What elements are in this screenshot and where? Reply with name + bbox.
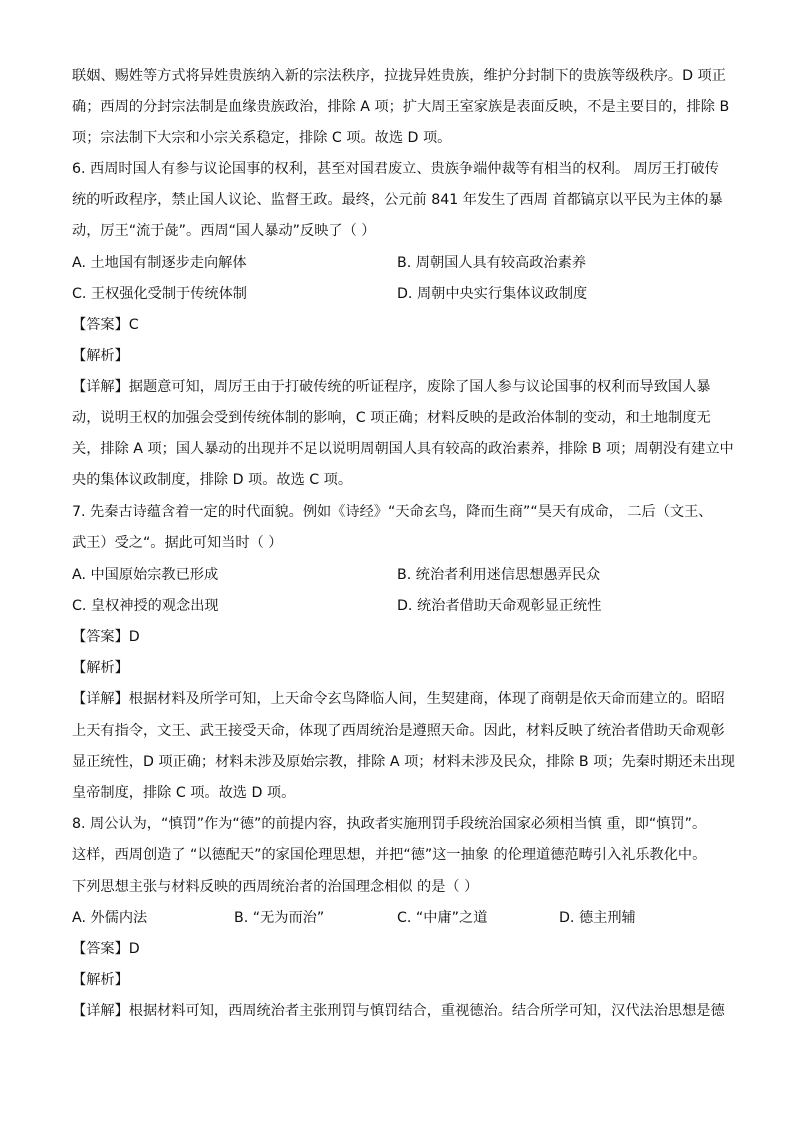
q7-stem-line-2: 武王）受之“。据此可知当时（ ） <box>72 535 283 551</box>
q5-explanation-line-1: 联姻、赐姓等方式将异姓贵族纳入新的宗法秩序，拉拢异姓贵族，维护分封制下的贵族等级秩序。D 项正 <box>72 68 726 84</box>
q8-option-d: D. 德主刑辅 <box>559 910 636 926</box>
q6-option-a: A. 土地国有制逐步走向解体 <box>72 255 247 271</box>
q8-analysis-heading: 【解析】 <box>72 972 129 988</box>
q5-explanation-line-3: 项；宗法制下大宗和小宗关系稳定，排除 C 项。故选 D 项。 <box>72 130 452 146</box>
q7-option-a: A. 中国原始宗教已形成 <box>72 567 219 583</box>
q7-option-c: C. 皇权神授的观念出现 <box>72 598 219 614</box>
q7-stem-line-1: 7. 先秦古诗蕴含着一定的时代面貌。例如《诗经》“天命玄鸟，降而生商”“昊天有成命， 二后（文王、 <box>72 504 713 520</box>
q6-option-b: B. 周朝国人具有较高政治素养 <box>397 255 587 271</box>
q6-detail-line-3: 关，排除 A 项；国人暴动的出现并不足以说明周朝国人具有较高的政治素养，排除 B 项；周朝没有建立中 <box>72 441 734 457</box>
q7-option-d: D. 统治者借助天命观彰显正统性 <box>397 598 602 614</box>
q8-answer: 【答案】D <box>72 941 140 957</box>
q8-stem-line-3: 下列思想主张与材料反映的西周统治者的治国理念相似 的是（ ） <box>72 879 479 895</box>
q7-detail-line-3: 显正统性，D 项正确；材料未涉及原始宗教，排除 A 项；材料未涉及民众，排除 B 项；先秦时期还未出现 <box>72 754 735 770</box>
q7-option-b: B. 统治者利用迷信思想愚弄民众 <box>397 567 601 583</box>
q8-option-c: C. “中庸”之道 <box>397 910 488 926</box>
q7-detail-line-4: 皇帝制度，排除 C 项。故选 D 项。 <box>72 785 296 801</box>
q6-detail-line-4: 央的集体议政制度，排除 D 项。故选 C 项。 <box>72 472 353 488</box>
q5-explanation-line-2: 确；西周的分封宗法制是血缘贵族政治，排除 A 项；扩大周王室家族是表面反映，不是主要目的，排除 B <box>72 99 730 115</box>
q7-detail-line-1: 【详解】根据材料及所学可知，上天命令玄鸟降临人间，生契建商，体现了商朝是依天命而建立的。昭昭 <box>72 691 725 707</box>
q7-analysis-heading: 【解析】 <box>72 660 129 676</box>
q6-stem-line-2: 统的听政程序，禁止国人议论、监督王政。最终，公元前 841 年发生了西周 首都镐京以平民为主体的暴 <box>72 192 723 208</box>
q6-option-d: D. 周朝中央实行集体议政制度 <box>397 286 588 302</box>
q8-option-a: A. 外儒内法 <box>72 910 148 926</box>
q8-stem-line-2: 这样，西周创造了 “以德配天”的家国伦理思想，并把“德”这一抽象 的伦理道德范畴引入礼乐教化中。 <box>72 847 707 863</box>
q6-detail-line-1: 【详解】据题意可知，周厉王由于打破传统的听证程序，废除了国人参与议论国事的权利而导致国人暴 <box>72 379 711 395</box>
q6-detail-line-2: 动，说明王权的加强会受到传统体制的影响，C 项正确；材料反映的是政治体制的变动，和土地制度无 <box>72 410 711 426</box>
q6-stem-line-3: 动，厉王“流于彘”。西周“国人暴动”反映了（ ） <box>72 223 376 239</box>
q6-answer: 【答案】C <box>72 317 139 333</box>
q7-detail-line-2: 上天有指令，文王、武王接受天命，体现了西周统治是遵照天命。因此，材料反映了统治者借助天命观彰 <box>72 723 725 739</box>
q8-detail-line-1: 【详解】根据材料可知，西周统治者主张刑罚与慎罚结合，重视德治。结合所学可知，汉代法治思想是德 <box>72 1003 725 1019</box>
q8-stem-line-1: 8. 周公认为，“慎罚”作为“德”的前提内容，执政者实施刑罚手段统治国家必须相当慎 重，即“慎罚”。 <box>72 816 707 832</box>
q8-option-b: B. “无为而治” <box>234 910 325 926</box>
q7-answer: 【答案】D <box>72 629 140 645</box>
q6-stem-line-1: 6. 西周时国人有参与议论国事的权利，甚至对国君废立、贵族争端仲裁等有相当的权利。 周厉王打破传 <box>72 161 719 177</box>
q6-option-c: C. 王权强化受制于传统体制 <box>72 286 247 302</box>
q6-analysis-heading: 【解析】 <box>72 348 129 364</box>
